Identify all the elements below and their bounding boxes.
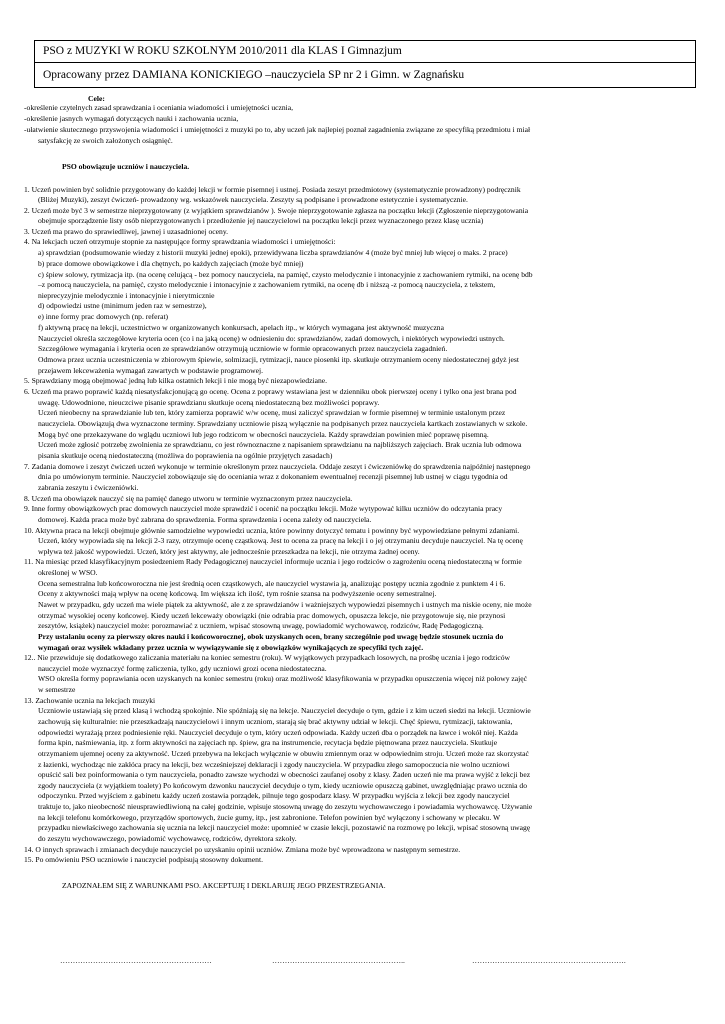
document-text-line: wymagań oraz wysiłek wkładany przez ucznia w wywiązywanie się z obowiązków wynikających ze specyfiki tych zajęć. (38, 643, 424, 652)
document-text-line: Nauczyciel określa szczegółowe kryteria ocen (co i na jaką ocenę) w odniesieniu do: sprawdzianów, zadań domowych, i niektórych wypowiedzi ustnych. (38, 334, 505, 343)
document-text-line: -określenie czytelnych zasad sprawdzania i oceniania wiadomości i umiejętności ucznia, (24, 103, 294, 112)
document-text-line: a) sprawdzian (podsumowanie wiedzy z historii muzyki jednej epoki), przewidywana liczba sprawdzianów 4 (może być mniej lub więcej o maks. 2 prace) (38, 248, 508, 257)
document-text-line: zachowują się kulturalnie: nie przeszkadzają nauczycielowi i innym uczniom, starają się brać aktywny udział w lekcji. Chęć śpiewu, rytmizacji, taktowania, (38, 717, 513, 726)
document-text-line: Ocena semestralna lub końcoworoczna nie jest średnią ocen cząstkowych, ale nauczyciel wystawia ją, analizując postępy ucznia zgodnie z punktem 4 i 6. (38, 579, 506, 588)
document-text-line: otrzymaniem ujemnej oceny za aktywność. Uczeń przebywa na lekcjach wyłącznie w obuwiu zmiennym oraz w odpowiednim stroju. Uczeń może raz skorzystać (38, 749, 529, 758)
document-text-line: określonej w WSO. (38, 568, 98, 577)
document-text-line: domowej. Każda praca może być zabrana do sprawdzenia. Forma sprawdzenia i ocena zależy od nauczyciela. (38, 515, 372, 524)
document-text-line: z łazienki, wychodząc nie zakłóca pracy na lekcji, bez wcześniejszej deklaracji i zgody nauczyciela. W przypadku złego samopoczucia nie wolno uczniowi (38, 760, 510, 769)
document-text-line: Uczeń nieobecny na sprawdzianie lub ten, który zamierza poprawić w/w ocenę, musi zaliczyć sprawdzian w formie pisemnej w terminie ustalonym przez (38, 408, 506, 417)
document-text-line: Uczeń, który wypowiada się na lekcji 2-3 razy, otrzymuje ocenę cząstkową. Jest to ocena za pracę na lekcji i o jej otrzymaniu decyduje nauczyciel. Na tę ocenę (38, 536, 523, 545)
document-text-line: 12.. Nie przewiduje się dodatkowego zaliczania materiału na koniec semestru (roku). W wyjątkowych przypadkach losowych, na prośbę ucznia i jego rodziców (24, 653, 510, 662)
signature-line-1: …………………………………………………… (60, 957, 212, 965)
document-text-line: 10. Aktywna praca na lekcji obejmuje głównie samodzielne wypowiedzi ucznia, które powinny dotyczyć tematu i powinny być wypowiedziane pełnymi zdaniami. (24, 526, 520, 535)
signature-line-2: …………………………………………….. (272, 957, 405, 965)
document-text-line: na lekcji telefonu komórkowego, przyrządów sportowych, żucie gumy, itp., jest zabronione. Telefon powinien być wyłączony i schowany w plecaku. W (38, 813, 501, 822)
document-text-line: Nawet w przypadku, gdy uczeń ma wiele piątek za aktywność, ale z ze sprawdzianów i ważniejszych wypowiedzi pisemnych i ustnych ma niskie oceny, nie może (38, 600, 532, 609)
document-text-line: 7. Zadania domowe i zeszyt ćwiczeń uczeń wykonuje w terminie określonym przez nauczyciela. Oddaje zeszyt i ćwiczeniówkę do sprawdzenia najpóźniej następnego (24, 462, 531, 471)
document-text-line: Przy ustalaniu oceny za pierwszy okres nauki i końcoworocznej, obok uzyskanych ocen, brany szczególnie pod uwagę będzie stosunek ucznia do (38, 632, 504, 641)
document-text-line: nieprecyzyjnie melodycznie i intonacyjnie i nierytmicznie (38, 291, 215, 300)
document-text-line: satysfakcję ze swoich założonych osiągnięć. (38, 136, 173, 145)
document-text-line: 13. Zachowanie ucznia na lekcjach muzyki (24, 696, 156, 705)
document-text-line: uwagę. Udowodnione, nieuczciwe pisanie sprawdzianu skutkuje oceną niedostateczną bez możliwości poprawy. (38, 398, 380, 407)
document-text-line: e) inne formy prac domowych (np. referat) (38, 312, 169, 321)
document-text-line: dnia po umówionym terminie. Nauczyciel zobowiązuje się do oceniania wraz z dokonaniem ewentualnej recenzji pisemnej lub ustnej w ciągu tygodnia od (38, 472, 508, 481)
document-text-line: 1. Uczeń powinien być solidnie przygotowany do każdej lekcji w formie pisemnej i ustnej. Posiada zeszyt przedmiotowy (systematycznie prowadzony) podręcznik (24, 185, 521, 194)
document-text-line: 15. Po omówieniu PSO uczniowie i nauczyciel podpisują stosowny dokument. (24, 855, 263, 864)
document-text-line: (Bliżej Muzyki), zeszyt ćwiczeń- prowadzony wg. wskazówek nauczyciela. Zeszyty są podpisane i prowadzone estetycznie i systematycznie. (38, 195, 468, 204)
document-text-line: Cele: (88, 94, 105, 103)
document-text-line: pisania skutkuje oceną niedostateczną (możliwa do poprawienia na ogólnie przyjętych zasadach) (38, 451, 333, 460)
document-text-line: c) śpiew solowy, rytmizacja itp. (na ocenę celującą - bez pomocy nauczyciela, na pamięć, czysto melodycznie i intonacyjnie z zachowaniem rytmiki, na ocenę bdb (38, 270, 533, 279)
document-text-line: otrzymać wysokiej oceny końcowej. Kiedy uczeń lekceważy obowiązki (nie odrabia prac domowych, opuszcza lekcje, nie przygotowuje się, nie przynosi (38, 611, 506, 620)
document-text-line: 4. Na lekcjach uczeń otrzymuje stopnie za następujące formy sprawdzania wiadomości i umiejętności: (24, 237, 336, 246)
document-text-line: 6. Uczeń ma prawo poprawić każdą niesatysfakcjonującą go ocenę. Ocena z poprawy wstawiana jest w dzienniku obok pierwszej oceny i tylko ona jest brana pod (24, 387, 517, 396)
document-text-line: obejmuje sporządzenie listy osób nieprzygotowanych i przedłożenie jej nauczycielowi na początku lekcji przez wyznaczonego przez klasę ucznia) (38, 216, 484, 225)
document-text-line: traktuje to, jako nieobecność nieusprawiedliwioną na całej godzinie, wpisuje stosowną uwagę do zeszytu wychowawczego i powiadamia wychowawcę. Używanie (38, 802, 533, 811)
document-text-line: f) aktywną pracę na lekcji, uczestnictwo w organizowanych konkursach, apelach itp., w których wymagana jest aktywność muzyczna (38, 323, 444, 332)
document-text-line: 9. Inne formy obowiązkowych prac domowych nauczyciel może sprawdzić i ocenić na początku lekcji. Może wytypować kilku uczniów do odczytania pracy (24, 504, 503, 513)
document-text-line: 2. Uczeń może być 3 w semestrze nieprzygotowany (z wyjątkiem sprawdzianów ). Swoje nieprzygotowanie zgłasza na początku lekcji (Zgłoszenie nieprzygotowania (24, 206, 529, 215)
document-text-line: Uczniowie ustawiają się przed klasą i wchodzą spokojnie. Nie spóźniają się na lekcje. Nauczyciel decyduje o tym, gdzie i z kim uczeń siedzi na lekcji. Uczniowie (38, 706, 531, 715)
document-text-line: zeszytów, książek) nauczyciel może: porozmawiać z uczniem, wpisać stosowną uwagę, powiadomić wychowawcę, rodziców, Radę Pedagogiczną. (38, 621, 484, 630)
document-text-line: 5. Sprawdziany mogą obejmować jedną lub kilka ostatnich lekcji i nie mogą być niezapowiedziane. (24, 376, 328, 385)
document-text-line: forma kpin, naśmiewania, itp. z form aktywności na zajęciach np. śpiew, gra na instrumencie, recytacja będzie piętnowana przez nauczyciela. Skutkuje (38, 738, 498, 747)
document-text-line: -określenie jasnych wymagań dotyczących nauki i zachowania ucznia, (24, 114, 239, 123)
document-text-line: 14. O innych sprawach i zmianach decyduje nauczyciel po uzyskaniu opinii uczniów. Zmiana może być wprowadzona w następnym semestrze. (24, 845, 461, 854)
document-text-line: przypadku niewłaściwego zachowania się ucznia na lekcji nauczyciel może: upomnieć w czasie lekcji, pozostawić na rozmowę po lekcji, wpisać stosowną uwagę (38, 823, 531, 832)
document-text-line: wpływa też jakość wypowiedzi. Uczeń, który jest aktywny, ale jednocześnie przeszkadza na lekcji, nie otrzyma żadnej oceny. (38, 547, 420, 556)
document-text-line: zgody nauczyciela (z wyjątkiem toalety) Po końcowym dzwonku nauczyciel decyduje o tym, kiedy uczniowie opuszczą gabinet, uwzględniając prawo ucznia do (38, 781, 527, 790)
document-text-line: odpoczynku. Przed wyjściem z gabinetu każdy uczeń zostawia porządek, pilnuje tego gospodarz klasy. W przypadku wyjścia z lekcji bez zgody nauczyciel (38, 791, 510, 800)
document-text-line: PSO obowiązuje uczniów i nauczyciela. (62, 162, 190, 171)
document-text-line: Uczeń może zgłosić potrzebę zwolnienia ze sprawdzianu, co jest równoznaczne z napisaniem sprawdzianu na najbliższych zajęciach. Brak ucznia lub odmowa (38, 440, 522, 449)
document-title: PSO z MUZYKI W ROKU SZKOLNYM 2010/2011 dla KLAS I Gimnazjum (43, 45, 402, 57)
header-divider (35, 62, 695, 63)
document-text-line: Mogą być one przekazywane do wglądu uczniowi lub jego rodzicom w obecności nauczyciela. Każdy sprawdzian powinien mieć poprawę pisemną. (38, 430, 489, 439)
document-text-line: odpowiedzi wyrażają przez podniesienie ręki. Nauczyciel decyduje o tym, który uczeń odpowiada. Każdy uczeń dba o porządek na ławce i wokół niej. Każda (38, 728, 518, 737)
signature-line-3: ……………………………………………………. (472, 957, 626, 965)
document-text-line: Odmowa przez ucznia uczestniczenia w zbiorowym śpiewie, solmizacji, rytmizacji, nauce piosenki itp. skutkuje otrzymaniem oceny niedostatecznej gdyż jest (38, 355, 519, 364)
document-text-line: 3. Uczeń ma prawo do sprawiedliwej, jawnej i uzasadnionej oceny. (24, 227, 229, 236)
document-text-line: nauczyciela. Obowiązują dwa wyznaczone terminy. Sprawdziany uczniowie piszą wyłącznie na podpisanych przez nauczyciela kartkach zostawianych w szkole. (38, 419, 528, 428)
document-author-line: Opracowany przez DAMIANA KONICKIEGO –nauczyciela SP nr 2 i Gimn. w Zagnańsku (43, 69, 465, 81)
document-text-line: zabrania zeszytu i ćwiczeniówki. (38, 483, 139, 492)
document-text-line: WSO określa formy poprawiania ocen uzyskanych na koniec semestru (roku) oraz możliwość klasyfikowania w przypadku opuszczenia więcej niż połowy zajęć (38, 674, 527, 683)
document-text-line: 8. Uczeń ma obowiązek nauczyć się na pamięć danego utworu w terminie wyznaczonym przez nauczyciela. (24, 494, 353, 503)
document-text-line: b) prace domowe obowiązkowe i dla chętnych, po każdych zajęciach (może być mniej) (38, 259, 304, 268)
document-text-line: –z pomocą nauczyciela, na pamięć, czysto melodycznie i intonacyjnie z zachowaniem rytmiki, na ocenę db i niższą -z pomocą nauczyciela, z tekstem, (38, 280, 496, 289)
document-text-line: Szczegółowe wymagania i kryteria ocen ze sprawdzianów otrzymują uczniowie w formie opracowanych przez nauczyciela zagadnień. (38, 344, 448, 353)
document-text-line: w semestrze (38, 685, 76, 694)
document-header-box (34, 40, 696, 88)
document-text-line: d) odpowiedzi ustne (minimum jeden raz w semestrze), (38, 301, 207, 310)
document-text-line: -ułatwienie skutecznego przyswojenia wiadomości i umiejętności z muzyki po to, aby uczeń jak najlepiej poznał zagadnienia związane ze specyfiką przedmiotu i miał (24, 125, 531, 134)
document-text-line: Oceny z aktywności mają wpływ na ocenę końcową. Im większa ich ilość, tym rośnie szansa na podwyższenie oceny semestralnej. (38, 589, 437, 598)
document-text-line: przejawem lekceważenia wymagań zawartych w podstawie programowej. (38, 366, 263, 375)
document-text-line: opuścić sali bez poinformowania o tym nauczyciela, ponadto zawsze wychodzi w obecności zaufanej osoby z klasy. Żaden uczeń nie ma prawa wyjść z lekcji bez (38, 770, 531, 779)
document-text-line: nauczyciel może wyznaczyć formę zaliczenia, tylko, gdy uczniowi grozi ocena niedostateczna. (38, 664, 327, 673)
document-text-line: 11. Na miesiąc przed klasyfikacyjnym posiedzeniem Rady Pedagogicznej nauczyciel informuje ucznia i jego rodziców o zagrożeniu oceną niedostateczną w formie (24, 557, 522, 566)
document-text-line: do zeszytu wychowawczego, powiadomić wychowawcę, rodziców, dyrektora szkoły. (38, 834, 297, 843)
document-text-line: ZAPOZNAŁEM SIĘ Z WARUNKAMI PSO. AKCEPTUJĘ I DEKLARUJĘ JEGO PRZESTRZEGANIA. (62, 881, 386, 890)
